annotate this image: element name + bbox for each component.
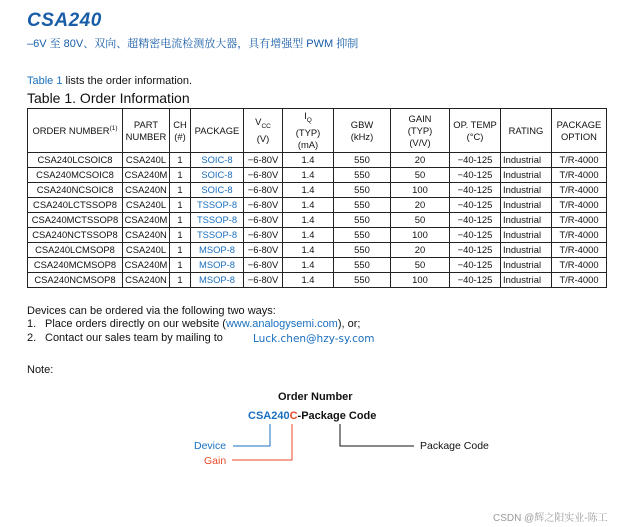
table-cell: −40-125 (450, 198, 501, 213)
table-cell: 1.4 (283, 243, 334, 258)
doc-title: CSA240 (27, 10, 102, 31)
table-cell: CSA240M (123, 258, 170, 273)
table-cell: 20 (391, 243, 450, 258)
table-cell: 1 (170, 213, 191, 228)
table-cell: T/R-4000 (552, 198, 607, 213)
table-cell: −6-80V (244, 213, 283, 228)
table-cell: −40-125 (450, 168, 501, 183)
table-cell: CSA240L (123, 198, 170, 213)
table-cell: −40-125 (450, 153, 501, 168)
table-cell: CSA240MCSOIC8 (28, 168, 123, 183)
col-gain: GAIN (TYP) (V/V) (391, 109, 450, 153)
table-cell: 1.4 (283, 258, 334, 273)
table-cell: 50 (391, 213, 450, 228)
table-cell: T/R-4000 (552, 243, 607, 258)
table-cell: T/R-4000 (552, 213, 607, 228)
table-cell: CSA240LCSOIC8 (28, 153, 123, 168)
table-cell: CSA240N (123, 228, 170, 243)
table-cell: 1 (170, 183, 191, 198)
table-cell: Industrial (501, 198, 552, 213)
table-cell: Industrial (501, 168, 552, 183)
table-cell: Industrial (501, 228, 552, 243)
table-cell: −6-80V (244, 168, 283, 183)
table-cell: T/R-4000 (552, 258, 607, 273)
device-connector (233, 424, 270, 446)
col-vcc: $V_{CC}$ (V) (244, 109, 283, 153)
table-cell: 550 (334, 228, 391, 243)
table-cell: 1 (170, 153, 191, 168)
table-cell: 50 (391, 168, 450, 183)
table-cell: 550 (334, 198, 391, 213)
table-cell: Industrial (501, 243, 552, 258)
code-gain-part: C (289, 410, 298, 422)
table-cell: 550 (334, 183, 391, 198)
ordering-step-1: 1. Place orders directly on our website (www.analogysemi.com), or; (27, 318, 361, 330)
table-cell: Industrial (501, 258, 552, 273)
table-cell: −6-80V (244, 258, 283, 273)
table-cell: 550 (334, 258, 391, 273)
table-cell: T/R-4000 (552, 168, 607, 183)
table-cell: CSA240MCMSOP8 (28, 258, 123, 273)
package-code-label: Package Code (420, 440, 489, 452)
table-cell: −40-125 (450, 243, 501, 258)
gain-connector (232, 424, 292, 460)
col-order-number: ORDER NUMBER$^{(1)}$ (28, 109, 123, 153)
table-cell: 1 (170, 258, 191, 273)
table-cell: −6-80V (244, 183, 283, 198)
table-cell: 550 (334, 213, 391, 228)
table-cell: 1.4 (283, 228, 334, 243)
table-cell: CSA240L (123, 153, 170, 168)
table-cell: −40-125 (450, 258, 501, 273)
table-cell: CSA240NCTSSOP8 (28, 228, 123, 243)
table-cell: 100 (391, 228, 450, 243)
table-cell: 20 (391, 153, 450, 168)
table-cell: 1 (170, 243, 191, 258)
table-cell[interactable]: SOIC-8 (191, 153, 244, 168)
table-cell: CSA240M (123, 213, 170, 228)
table-cell: 1.4 (283, 183, 334, 198)
table-cell: −6-80V (244, 228, 283, 243)
table-cell: CSA240L (123, 243, 170, 258)
table-cell: CSA240NCMSOP8 (28, 273, 123, 288)
note-label: Note: (27, 364, 54, 376)
table-cell: −6-80V (244, 153, 283, 168)
device-label: Device (194, 440, 227, 452)
website-link[interactable]: www.analogysemi.com (225, 318, 338, 330)
table-cell: 1.4 (283, 168, 334, 183)
order-number-title: Order Number (278, 391, 353, 403)
table-cell: CSA240MCTSSOP8 (28, 213, 123, 228)
table-cell[interactable]: TSSOP-8 (191, 198, 244, 213)
table-cell: −40-125 (450, 273, 501, 288)
table-cell: 550 (334, 243, 391, 258)
table-cell: CSA240LCMSOP8 (28, 243, 123, 258)
table-cell[interactable]: TSSOP-8 (191, 228, 244, 243)
table-cell[interactable]: MSOP-8 (191, 273, 244, 288)
table-cell: −6-80V (244, 198, 283, 213)
table-cell: T/R-4000 (552, 228, 607, 243)
col-package-option: PACKAGE OPTION (552, 109, 607, 153)
table-cell: −6-80V (244, 243, 283, 258)
doc-subtitle: –6V 至 80V、双向、超精密电流检测放大器，具有增强型 PWM 抑制 (27, 38, 359, 50)
table-link[interactable]: Table 1 (27, 75, 63, 87)
table-cell: 20 (391, 198, 450, 213)
ordering-intro: Devices can be ordered via the following two ways: (27, 305, 276, 317)
table-cell: T/R-4000 (552, 273, 607, 288)
table-cell: 1 (170, 168, 191, 183)
table-cell: 100 (391, 183, 450, 198)
table-cell: 100 (391, 273, 450, 288)
table-cell[interactable]: MSOP-8 (191, 243, 244, 258)
table-cell: 1.4 (283, 213, 334, 228)
table-cell: T/R-4000 (552, 183, 607, 198)
col-gbw: GBW (kHz) (334, 109, 391, 153)
table-cell: CSA240M (123, 168, 170, 183)
table-cell: 1 (170, 273, 191, 288)
table-cell[interactable]: SOIC-8 (191, 183, 244, 198)
sales-email-link[interactable]: Luck.chen@hzy-sy.com (253, 333, 375, 345)
col-ch: CH (#) (170, 109, 191, 153)
intro-text: Table 1 lists the order information. (27, 75, 193, 87)
table-cell[interactable]: TSSOP-8 (191, 213, 244, 228)
table-caption: Table 1. Order Information (27, 90, 190, 106)
table-cell: CSA240N (123, 273, 170, 288)
package-connector (340, 424, 414, 446)
table-cell: Industrial (501, 153, 552, 168)
col-part-number: PART NUMBER (123, 109, 170, 153)
ordering-step-2: 2. Contact our sales team by mailing to (27, 332, 223, 344)
table-cell: 50 (391, 258, 450, 273)
table-cell: 1 (170, 198, 191, 213)
table-cell: CSA240N (123, 183, 170, 198)
table-cell: T/R-4000 (552, 153, 607, 168)
table-cell: −40-125 (450, 213, 501, 228)
table-cell[interactable]: SOIC-8 (191, 168, 244, 183)
code-package-part: -Package Code (297, 410, 377, 422)
table-cell: −40-125 (450, 228, 501, 243)
table-cell: 1 (170, 228, 191, 243)
table-cell: Industrial (501, 183, 552, 198)
col-op-temp: OP. TEMP (°C) (450, 109, 501, 153)
table-cell: 550 (334, 168, 391, 183)
table-cell: CSA240LCTSSOP8 (28, 198, 123, 213)
table-cell: −40-125 (450, 183, 501, 198)
table-cell: 1.4 (283, 198, 334, 213)
table-cell: 550 (334, 273, 391, 288)
col-iq: $I_Q$ (TYP) (mA) (283, 109, 334, 153)
gain-label: Gain (204, 455, 227, 467)
table-cell: 1.4 (283, 273, 334, 288)
table-cell: 1.4 (283, 153, 334, 168)
col-package: PACKAGE (191, 109, 244, 153)
table-cell: −6-80V (244, 273, 283, 288)
table-cell: Industrial (501, 273, 552, 288)
table-cell: 550 (334, 153, 391, 168)
table-cell[interactable]: MSOP-8 (191, 258, 244, 273)
table-cell: CSA240NCSOIC8 (28, 183, 123, 198)
code-device-part: CSA240 (248, 410, 290, 422)
watermark: CSDN @辉之阳实业-陈工 (493, 513, 608, 524)
table-cell: Industrial (501, 213, 552, 228)
col-rating: RATING (501, 109, 552, 153)
